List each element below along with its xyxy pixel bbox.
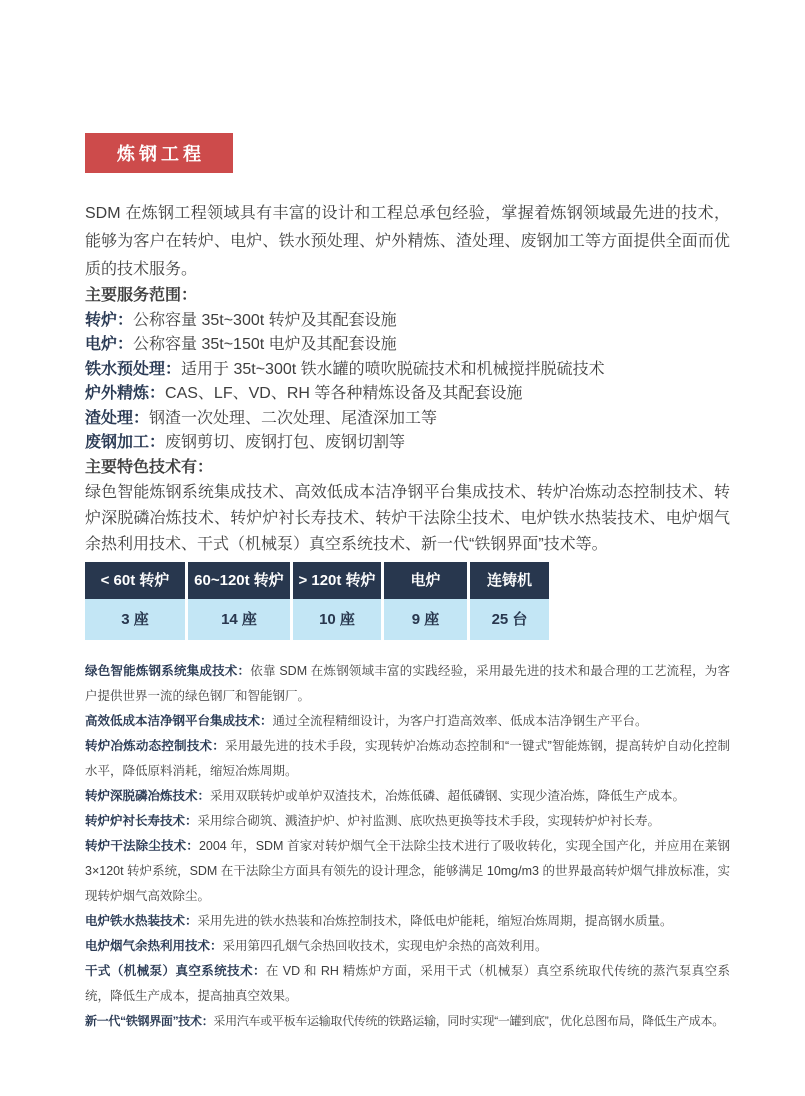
service-scope-list [85, 284, 730, 480]
tech-item [85, 709, 730, 734]
tech-item [85, 1009, 730, 1034]
tech-label: 电炉烟气余热利用技术： [85, 939, 223, 953]
service-label: 铁水预处理： [85, 360, 182, 378]
tech-text: 采用双联转炉或单炉双渣技术，冶炼低磷、超低磷钢、实现少渣冶炼，降低生产成本。 [210, 789, 686, 803]
service-label: 废钢加工： [85, 434, 166, 451]
capacity-table-value-cell: 14 座 [188, 599, 293, 640]
technology-list [85, 659, 730, 1034]
features-paragraph: 绿色智能炼钢系统集成技术、高效低成本洁净钢平台集成技术、转炉冶炼动态控制技术、转炉深脱磷冶炼技术、转炉炉衬长寿技术、转炉干法除尘技术、电炉铁水热装技术、电炉烟气余热利用技术、干式（机械泵）真空系统技术、新一代“铁钢界面”技术等。 [85, 484, 730, 553]
tech-text: 采用汽车或平板车运输取代传统的铁路运输，同时实现“一罐到底”，优化总图布局，降低生产成本。 [213, 1014, 724, 1028]
capacity-table-header-cell: 电炉 [384, 562, 470, 599]
tech-label: 高效低成本洁净钢平台集成技术： [85, 714, 273, 728]
tech-label: 转炉深脱磷冶炼技术： [85, 789, 211, 803]
tech-item [85, 959, 730, 1009]
service-label: 渣处理： [85, 409, 150, 427]
tech-item [85, 809, 730, 834]
tech-text: 采用第四孔烟气余热回收技术，实现电炉余热的高效利用。 [222, 939, 548, 953]
service-item-converter [85, 309, 730, 334]
tech-item [85, 834, 730, 909]
service-text: CAS、LF、VD、RH 等各种精炼设备及其配套设施 [165, 385, 523, 402]
service-item-slag-treatment [85, 407, 730, 432]
tech-text: 在 VD 和 RH 精炼炉方面，采用干式（机械泵）真空系统取代传统的蒸汽泵真空系统，降低生产成本，提高抽真空效果。 [85, 964, 730, 1003]
service-label: 转炉： [85, 311, 134, 329]
tech-item [85, 909, 730, 934]
tech-label: 电炉铁水热装技术： [85, 914, 198, 928]
capacity-table-header-cell: 60~120t 转炉 [188, 562, 293, 599]
intro-paragraph: SDM 在炼钢工程领域具有丰富的设计和工程总承包经验，掌握着炼钢领域最先进的技术，能够为客户在转炉、电炉、铁水预处理、炉外精炼、渣处理、废钢加工等方面提供全面而优质的技术服务。 [85, 205, 730, 278]
page-content [85, 0, 730, 1034]
tech-text: 依靠 SDM 在炼钢领域丰富的实践经验，采用最先进的技术和最合理的工艺流程，为客户提供世界一流的绿色钢厂和智能钢厂。 [85, 664, 730, 703]
service-item-secondary-refining [85, 382, 730, 407]
capacity-table-value-cell: 9 座 [384, 599, 470, 640]
tech-label: 转炉冶炼动态控制技术： [85, 739, 226, 753]
section-title-badge: 炼钢工程 [85, 133, 233, 173]
services-heading: 主要服务范围： [85, 287, 198, 304]
tech-text: 采用综合砌筑、溅渣护炉、炉衬监测、底吹热更换等技术手段，实现转炉炉衬长寿。 [197, 814, 661, 828]
tech-text: 2004 年，SDM 首家对转炉烟气全干法除尘技术进行了吸收转化，实现全国产化，并应用在莱钢 3×120t 转炉系统，SDM 在干法除尘方面具有领先的设计理念，能够满足 10mg/m3 的世界最高转炉烟气排放标准，实现转炉烟气高效除尘。 [85, 839, 730, 903]
capacity-table-header-cell: > 120t 转炉 [293, 562, 384, 599]
capacity-table-value-cell: 10 座 [293, 599, 384, 640]
tech-label: 转炉炉衬长寿技术： [85, 814, 198, 828]
service-text: 废钢剪切、废钢打包、废钢切割等 [165, 434, 406, 451]
tech-item [85, 659, 730, 709]
capacity-table-header-row [85, 562, 549, 599]
tech-label: 干式（机械泵）真空系统技术： [85, 964, 266, 978]
service-text: 公称容量 35t~150t 电炉及其配套设施 [133, 336, 397, 353]
service-item-hot-metal-pretreatment [85, 358, 730, 383]
tech-text: 采用最先进的技术手段，实现转炉冶炼动态控制和“一键式”智能炼钢，提高转炉自动化控制水平，降低原料消耗，缩短冶炼周期。 [85, 739, 730, 778]
capacity-table-header-cell: < 60t 转炉 [85, 562, 188, 599]
service-label: 炉外精炼： [85, 385, 166, 402]
service-item-eaf [85, 333, 730, 358]
tech-label: 绿色智能炼钢系统集成技术： [85, 664, 251, 678]
capacity-table-value-cell: 25 台 [470, 599, 549, 640]
tech-label: 新一代“铁钢界面”技术： [85, 1014, 214, 1028]
service-label: 电炉： [85, 336, 134, 353]
capacity-table [85, 562, 549, 640]
capacity-table-header-cell: 连铸机 [470, 562, 549, 599]
service-item-scrap-processing [85, 431, 730, 456]
service-text: 钢渣一次处理、二次处理、尾渣深加工等 [149, 409, 438, 427]
tech-text: 通过全流程精细设计，为客户打造高效率、低成本洁净钢生产平台。 [272, 714, 648, 728]
service-text: 公称容量 35t~300t 转炉及其配套设施 [133, 311, 397, 329]
capacity-table-value-row [85, 599, 549, 640]
capacity-table-value-cell: 3 座 [85, 599, 188, 640]
tech-item [85, 934, 730, 959]
tech-item [85, 784, 730, 809]
tech-item [85, 734, 730, 784]
tech-text: 采用先进的铁水热装和冶炼控制技术，降低电炉能耗，缩短冶炼周期，提高钢水质量。 [197, 914, 673, 928]
tech-label: 转炉干法除尘技术： [85, 839, 199, 853]
service-text: 适用于 35t~300t 铁水罐的喷吹脱硫技术和机械搅拌脱硫技术 [181, 360, 605, 378]
features-heading: 主要特色技术有： [85, 458, 214, 476]
